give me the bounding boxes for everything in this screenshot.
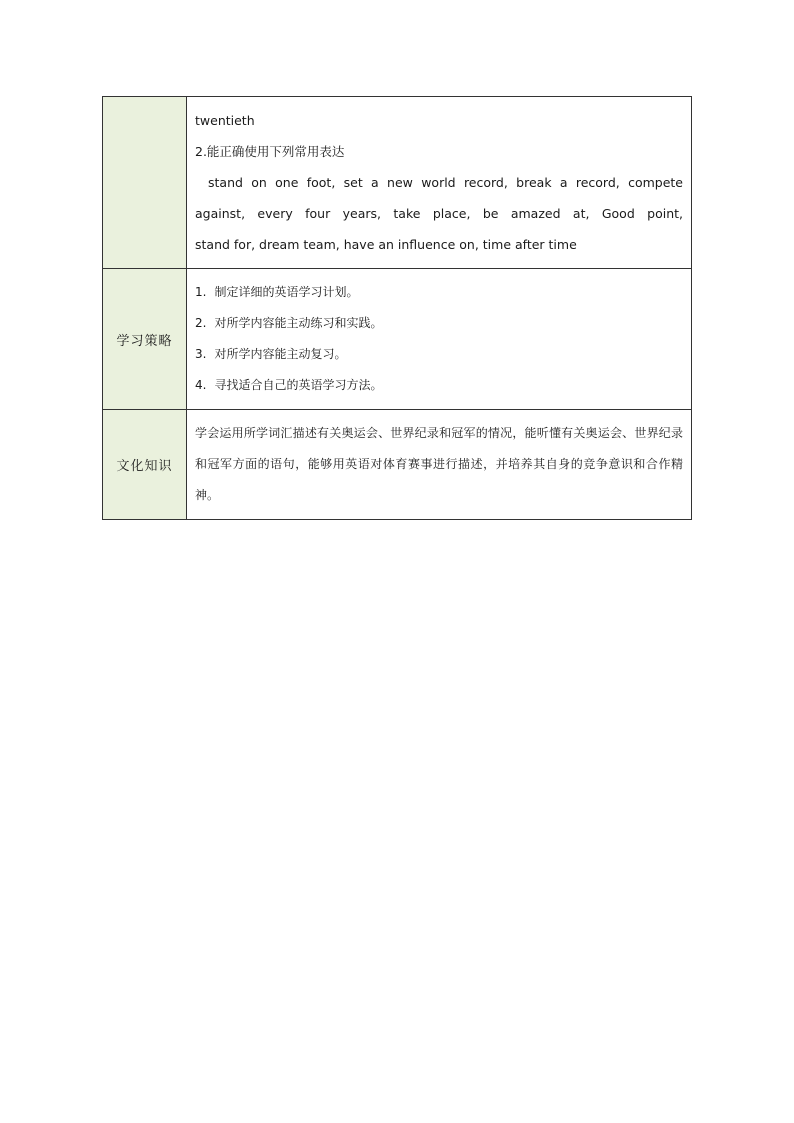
table-row: [103, 269, 692, 410]
item-number: 3.: [195, 347, 207, 361]
expressions-heading: 2.能正确使用下列常用表达: [195, 144, 345, 159]
item-number: 1.: [195, 285, 207, 299]
learning-strategy-cell: [187, 269, 692, 410]
expressions-line-2: against, every four years, take place, be amazed at, Good point,: [195, 206, 683, 221]
table-row: [103, 97, 692, 269]
list-item: [195, 339, 683, 370]
row-label-cultural-knowledge: 文化知识: [116, 459, 173, 474]
row-label-cell: [103, 269, 187, 410]
language-knowledge-cell: [187, 97, 692, 269]
list-item: [195, 308, 683, 339]
row-label-learning-strategy: 学习策略: [116, 333, 173, 349]
list-item: [195, 277, 683, 308]
row-label-cell: [103, 410, 187, 520]
expressions-line-3: stand for, dream team, have an influence on, time after time: [195, 237, 577, 252]
item-number: 2.: [195, 316, 207, 330]
cultural-knowledge-paragraph: 学会运用所学词汇描述有关奥运会、世界纪录和冠军的情况，能听懂有关奥运会、世界纪录和冠军方面的语句，能够用英语对体育赛事进行描述，并培养其自身的竞争意识和合作精神。: [195, 426, 683, 502]
item-number: 4.: [195, 378, 207, 392]
cultural-knowledge-cell: [187, 410, 692, 520]
item-text: 寻找适合自己的英语学习方法。: [214, 378, 383, 392]
item-text: 对所学内容能主动复习。: [214, 347, 347, 361]
row-label-cell: [103, 97, 187, 269]
item-text: 制定详细的英语学习计划。: [214, 285, 359, 299]
list-item: [195, 370, 683, 401]
objectives-table: [102, 96, 692, 520]
table-row: [103, 410, 692, 520]
vocab-line: twentieth: [195, 113, 255, 128]
expressions-line-1: stand on one foot, set a new world record, break a record, compete: [208, 175, 683, 190]
item-text: 对所学内容能主动练习和实践。: [214, 316, 383, 330]
